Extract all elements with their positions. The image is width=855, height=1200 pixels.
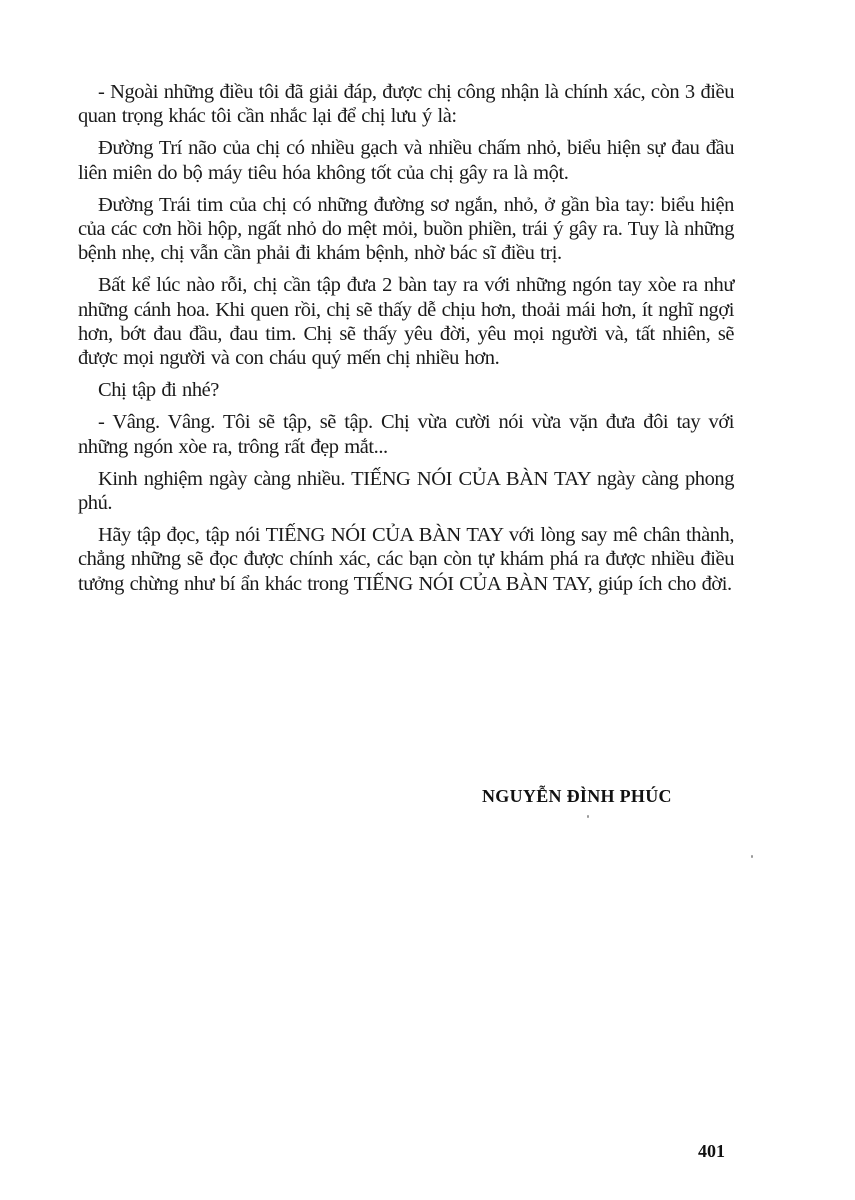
scan-speck bbox=[587, 815, 589, 818]
paragraph-intro: - Ngoài những điều tôi đã giải đáp, được chị công nhận là chính xác, còn 3 điều quan trọng khác tôi cần nhắc lại để chị lưu ý là: bbox=[78, 81, 734, 128]
paragraph-heart-line: Đường Trái tim của chị có những đường sơ ngắn, nhỏ, ở gần bìa tay: biểu hiện của các cơn hồi hộp, ngất nhỏ do mệt mỏi, buồn phiền, trái ý gây ra. Tuy là những bệnh nhẹ, chị vẫn cần phải đi khám bệnh, nhờ bác sĩ điều trị. bbox=[78, 193, 734, 265]
paragraph-head-line: Đường Trí não của chị có nhiều gạch và nhiều chấm nhỏ, biểu hiện sự đau đầu liên miên do bộ máy tiêu hóa không tốt của chị gây ra là một. bbox=[78, 137, 734, 184]
scan-speck bbox=[751, 855, 753, 858]
page-number: 401 bbox=[698, 1141, 725, 1161]
paragraph-question: Chị tập đi nhé? bbox=[98, 379, 219, 402]
page-body bbox=[78, 80, 734, 604]
paragraph-closing: Hãy tập đọc, tập nói TIẾNG NÓI CỦA BÀN TAY với lòng say mê chân thành, chẳng những sẽ đọc được chính xác, các bạn còn tự khám phá ra được nhiều điều tưởng chừng như bí ẩn khác trong TIẾNG NÓI CỦA BÀN TAY, giúp ích cho đời. bbox=[78, 524, 734, 595]
paragraph-reply: - Vâng. Vâng. Tôi sẽ tập, sẽ tập. Chị vừa cười nói vừa vặn đưa đôi tay với những ngón xòe ra, trông rất đẹp mắt... bbox=[78, 411, 734, 458]
paragraph-experience: Kinh nghiệm ngày càng nhiều. TIẾNG NÓI CỦA BÀN TAY ngày càng phong phú. bbox=[78, 467, 734, 515]
author-signature: NGUYỄN ĐÌNH PHÚC bbox=[482, 786, 672, 806]
paragraph-exercise: Bất kể lúc nào rỗi, chị cần tập đưa 2 bàn tay ra với những ngón tay xòe ra như những cánh hoa. Khi quen rồi, chị sẽ thấy dễ chịu hơn, thoải mái hơn, ít nghĩ ngợi hơn, bớt đau đầu, đau tim. Chị sẽ thấy yêu đời, yêu mọi người và, tất nhiên, sẽ được mọi người và con cháu quý mến chị nhiều hơn. bbox=[78, 274, 734, 370]
